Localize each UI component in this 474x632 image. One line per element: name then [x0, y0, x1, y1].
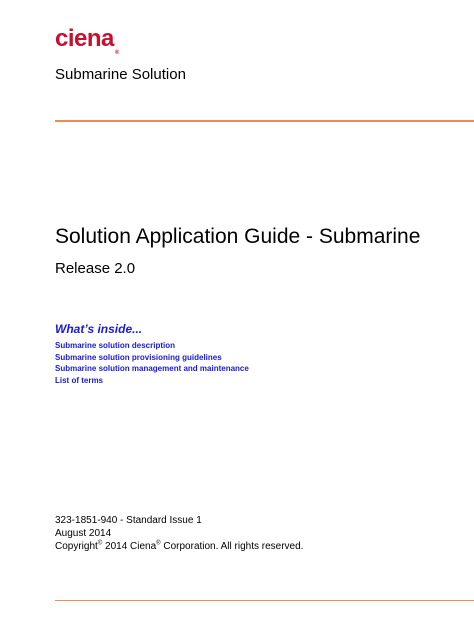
copyright-notice — [55, 540, 303, 553]
registered-symbol: ® — [156, 540, 161, 547]
top-divider — [55, 120, 474, 122]
ciena-logo — [55, 25, 119, 56]
copyright-year-company: 2014 Ciena — [102, 541, 157, 552]
document-number: 323-1851-940 - Standard Issue 1 — [55, 515, 202, 526]
contents-list — [55, 340, 249, 386]
contents-item-provisioning[interactable]: Submarine solution provisioning guidelines — [55, 352, 222, 362]
product-line: Submarine Solution — [55, 66, 186, 83]
contents-item-terms[interactable]: List of terms — [55, 375, 104, 385]
logo-text: ciena — [55, 25, 114, 52]
copyright-symbol: © — [97, 540, 103, 547]
release-label: Release 2.0 — [55, 260, 136, 277]
logo-registered-mark: ® — [114, 50, 119, 56]
copyright-suffix: Corporation. All rights reserved. — [160, 541, 304, 552]
copyright-prefix: Copyright — [55, 541, 98, 552]
contents-item-description[interactable]: Submarine solution description — [55, 341, 176, 350]
whats-inside-heading: What’s inside... — [55, 322, 143, 336]
contents-item-management[interactable]: Submarine solution management and maintenance — [55, 364, 249, 373]
document-title: Solution Application Guide - Submarine — [55, 225, 421, 248]
bottom-divider — [55, 600, 474, 601]
publication-date: August 2014 — [55, 528, 112, 539]
